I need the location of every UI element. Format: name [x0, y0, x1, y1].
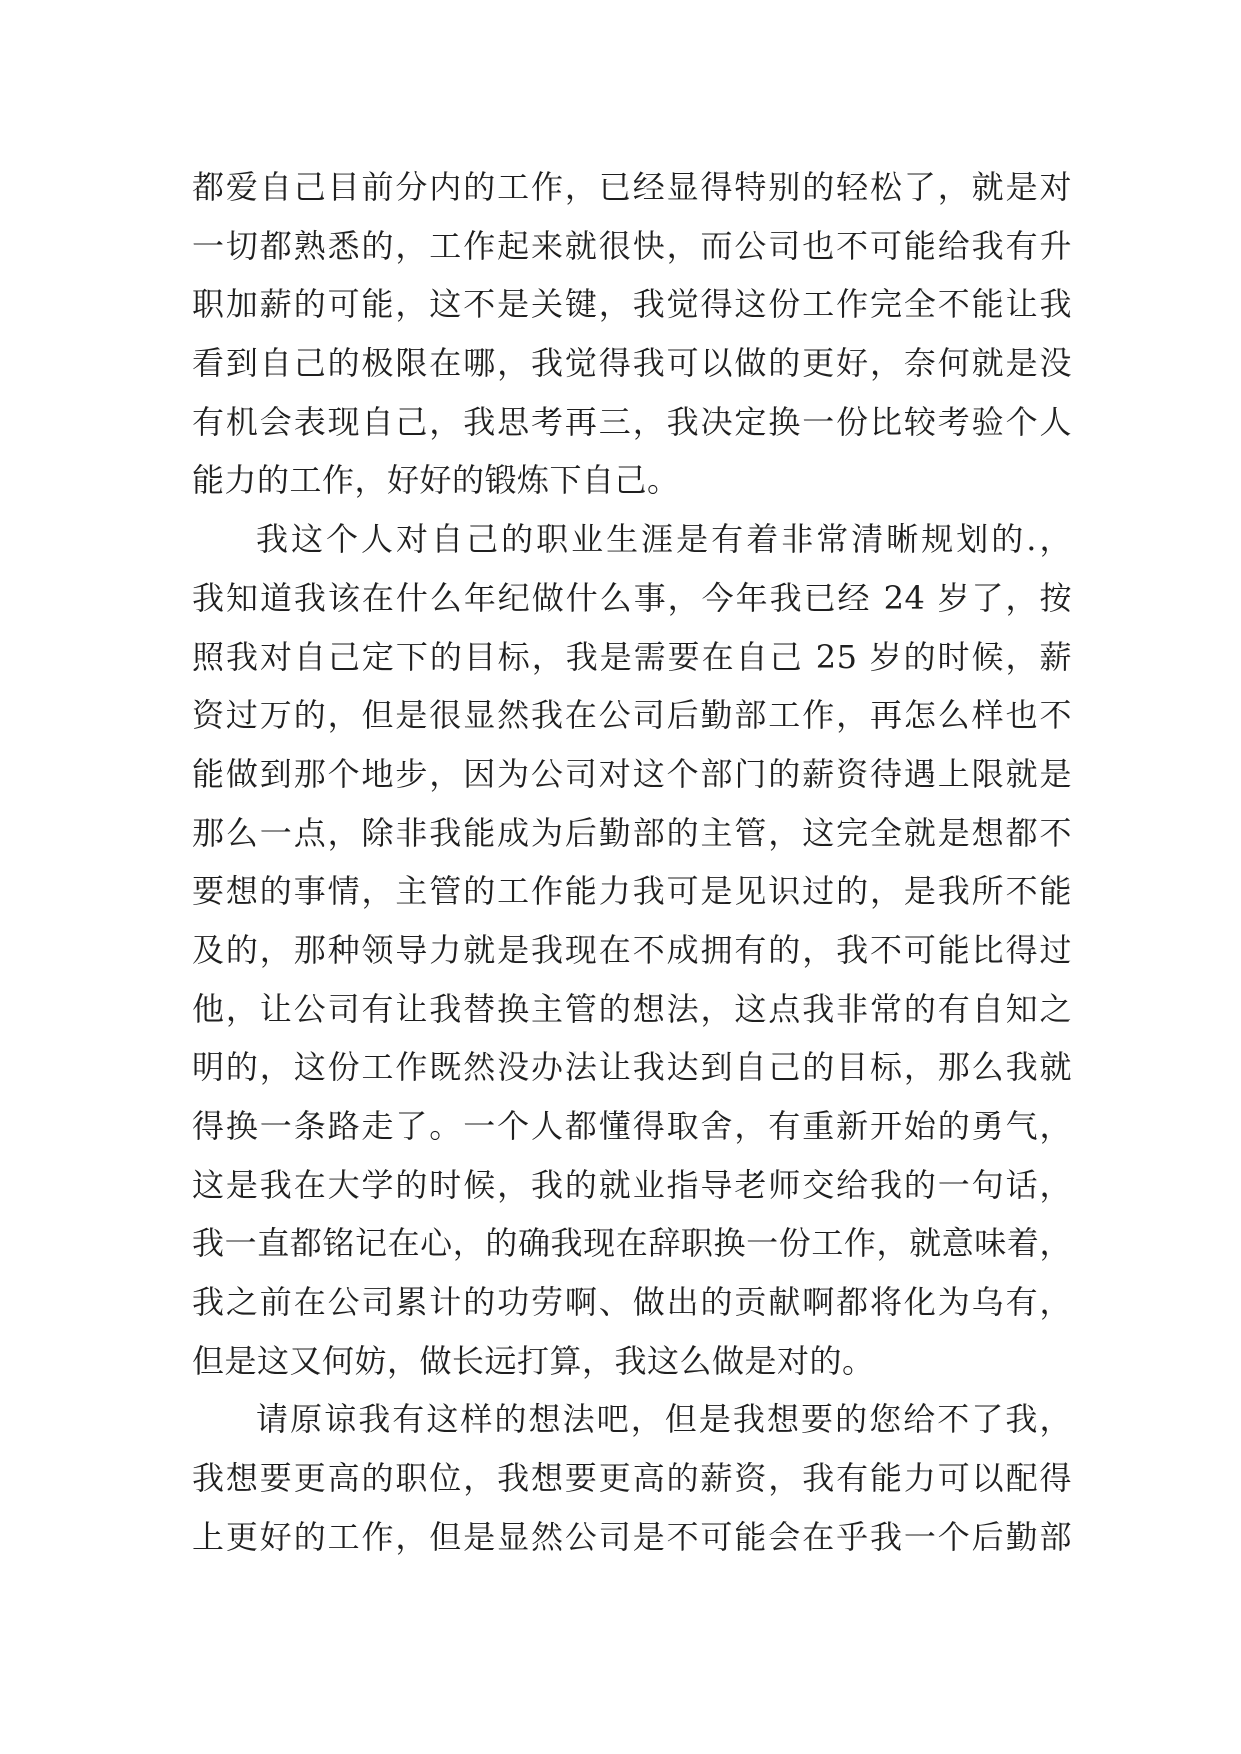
text-line: 他，让公司有让我替换主管的想法，这点我非常的有自知之 — [192, 989, 1072, 1028]
body-text — [192, 158, 1072, 1567]
text-line: 及的，那种领导力就是我现在不成拥有的，我不可能比得过 — [192, 930, 1072, 969]
text-line: 职加薪的可能，这不是关键，我觉得这份工作完全不能让我 — [192, 285, 1072, 324]
text-line: 资过万的，但是很显然我在公司后勤部工作，再怎么样也不 — [192, 696, 1072, 735]
text-line: 这是我在大学的时候，我的就业指导老师交给我的一句话， — [192, 1165, 1072, 1204]
text-line: 能做到那个地步，因为公司对这个部门的薪资待遇上限就是 — [192, 754, 1072, 793]
text-line: 我想要更高的职位，我想要更高的薪资，我有能力可以配得 — [192, 1459, 1072, 1498]
text-line: 照我对自己定下的目标，我是需要在自己 25 岁的时候，薪 — [192, 637, 1072, 676]
text-line: 得换一条路走了。一个人都懂得取舍，有重新开始的勇气， — [192, 1107, 1072, 1145]
text-line: 明的，这份工作既然没办法让我达到自己的目标，那么我就 — [192, 1048, 1072, 1087]
text-line: 我知道我该在什么年纪做什么事，今年我已经 24 岁了，按 — [192, 578, 1072, 617]
text-line: 但是这又何妨，做长远打算，我这么做是对的。 — [192, 1341, 875, 1380]
text-line: 有机会表现自己，我思考再三，我决定换一份比较考验个人 — [192, 402, 1072, 441]
text-line: 我之前在公司累计的功劳啊、做出的贡献啊都将化为乌有， — [192, 1283, 1072, 1322]
text-line: 那么一点，除非我能成为后勤部的主管，这完全就是想都不 — [192, 813, 1072, 852]
text-line: 能力的工作，好好的锻炼下自己。 — [192, 461, 680, 500]
text-line: 都爱自己目前分内的工作，已经显得特别的轻松了，就是对 — [192, 168, 1072, 206]
text-line: 上更好的工作，但是显然公司是不可能会在乎我一个后勤部 — [192, 1517, 1072, 1556]
text-line: 我这个人对自己的职业生涯是有着非常清晰规划的.， — [256, 520, 1072, 559]
text-line: 我一直都铭记在心，的确我现在辞职换一份工作，就意味着， — [192, 1224, 1072, 1263]
text-line: 一切都熟悉的，工作起来就很快，而公司也不可能给我有升 — [192, 226, 1072, 265]
text-line: 要想的事情，主管的工作能力我可是见识过的，是我所不能 — [192, 872, 1072, 911]
text-line: 看到自己的极限在哪，我觉得我可以做的更好，奈何就是没 — [192, 344, 1072, 383]
text-line: 请原谅我有这样的想法吧，但是我想要的您给不了我， — [256, 1400, 1072, 1439]
